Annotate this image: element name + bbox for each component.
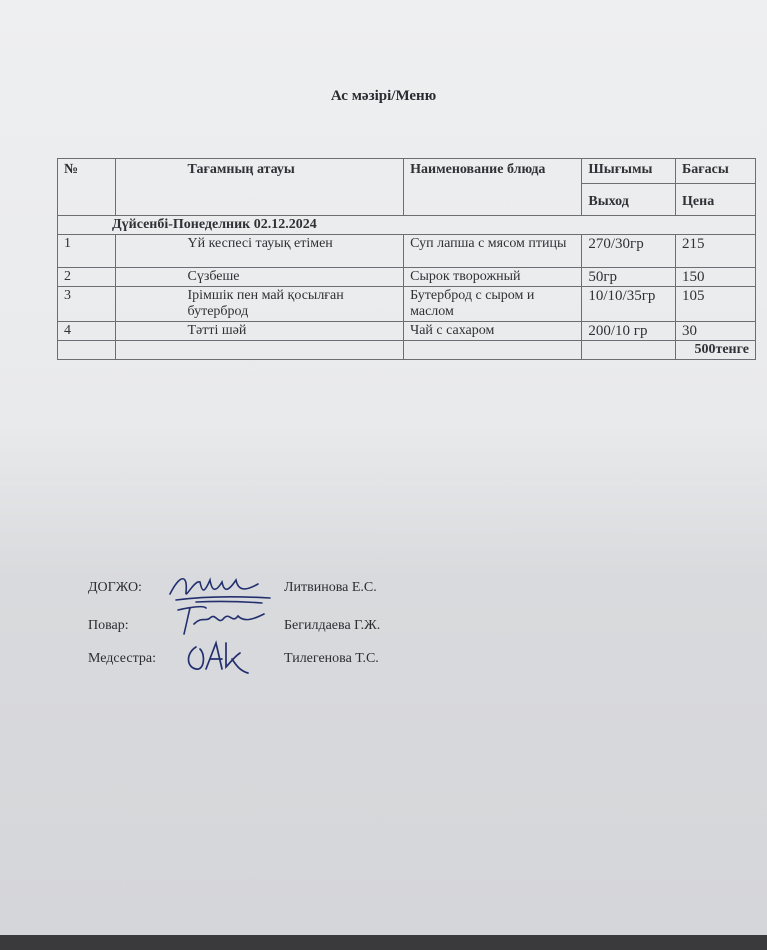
row-name-ru: Бутерброд с сыром и маслом <box>404 287 582 322</box>
row-price: 30 <box>676 322 756 341</box>
table-row <box>58 322 756 341</box>
signature-name: Бегилдаева Г.Ж. <box>284 618 381 633</box>
handwritten-signature-2 <box>172 602 268 638</box>
header-price-kk: Бағасы <box>676 159 756 184</box>
empty-cell <box>115 341 404 360</box>
table-row <box>58 235 756 268</box>
row-name-ru: Чай с сахаром <box>404 322 582 341</box>
empty-cell <box>404 341 582 360</box>
page-title: Ас мәзірі/Меню <box>330 88 437 104</box>
handwritten-signature-3 <box>182 637 252 681</box>
row-yield: 10/10/35гр <box>582 287 676 322</box>
day-label: Дүйсенбі-Понеделник 02.12.2024 <box>58 216 756 235</box>
header-number: № <box>58 159 116 216</box>
row-price: 105 <box>676 287 756 322</box>
bottom-edge <box>0 935 767 950</box>
menu-table <box>57 158 756 360</box>
row-name-ru: Сырок творожный <box>404 268 582 287</box>
row-name-kk: Үй кеспесі тауық етімен <box>115 235 404 268</box>
row-number: 4 <box>58 322 116 341</box>
total-price: 500тенге <box>676 341 756 360</box>
row-yield: 50гр <box>582 268 676 287</box>
header-yield-kk: Шығымы <box>582 159 676 184</box>
signature-name: Тилегенова Т.С. <box>284 651 379 666</box>
row-number: 2 <box>58 268 116 287</box>
row-price: 215 <box>676 235 756 268</box>
header-yield-ru: Выход <box>582 184 676 216</box>
header-price-ru: Цена <box>676 184 756 216</box>
signature-role: Повар: <box>88 618 129 633</box>
row-name-ru: Суп лапша с мясом птицы <box>404 235 582 268</box>
empty-cell <box>582 341 676 360</box>
row-price: 150 <box>676 268 756 287</box>
signature-name: Литвинова Е.С. <box>284 580 377 595</box>
row-name-kk: Сүзбеше <box>115 268 404 287</box>
day-row <box>58 216 756 235</box>
total-row <box>58 341 756 360</box>
signature-role: Медсестра: <box>88 651 156 666</box>
empty-cell <box>58 341 116 360</box>
signature-role: ДОГЖО: <box>88 580 142 595</box>
row-yield: 200/10 гр <box>582 322 676 341</box>
header-name-ru: Наименование блюда <box>404 159 582 216</box>
header-name-kk: Тағамның атауы <box>115 159 404 216</box>
row-yield: 270/30гр <box>582 235 676 268</box>
table-header-row <box>58 159 756 184</box>
table-row <box>58 268 756 287</box>
row-number: 1 <box>58 235 116 268</box>
row-number: 3 <box>58 287 116 322</box>
row-name-kk: Тәтті шәй <box>115 322 404 341</box>
table-row <box>58 287 756 322</box>
row-name-kk: Ірімшік пен май қосылған бутерброд <box>115 287 404 322</box>
